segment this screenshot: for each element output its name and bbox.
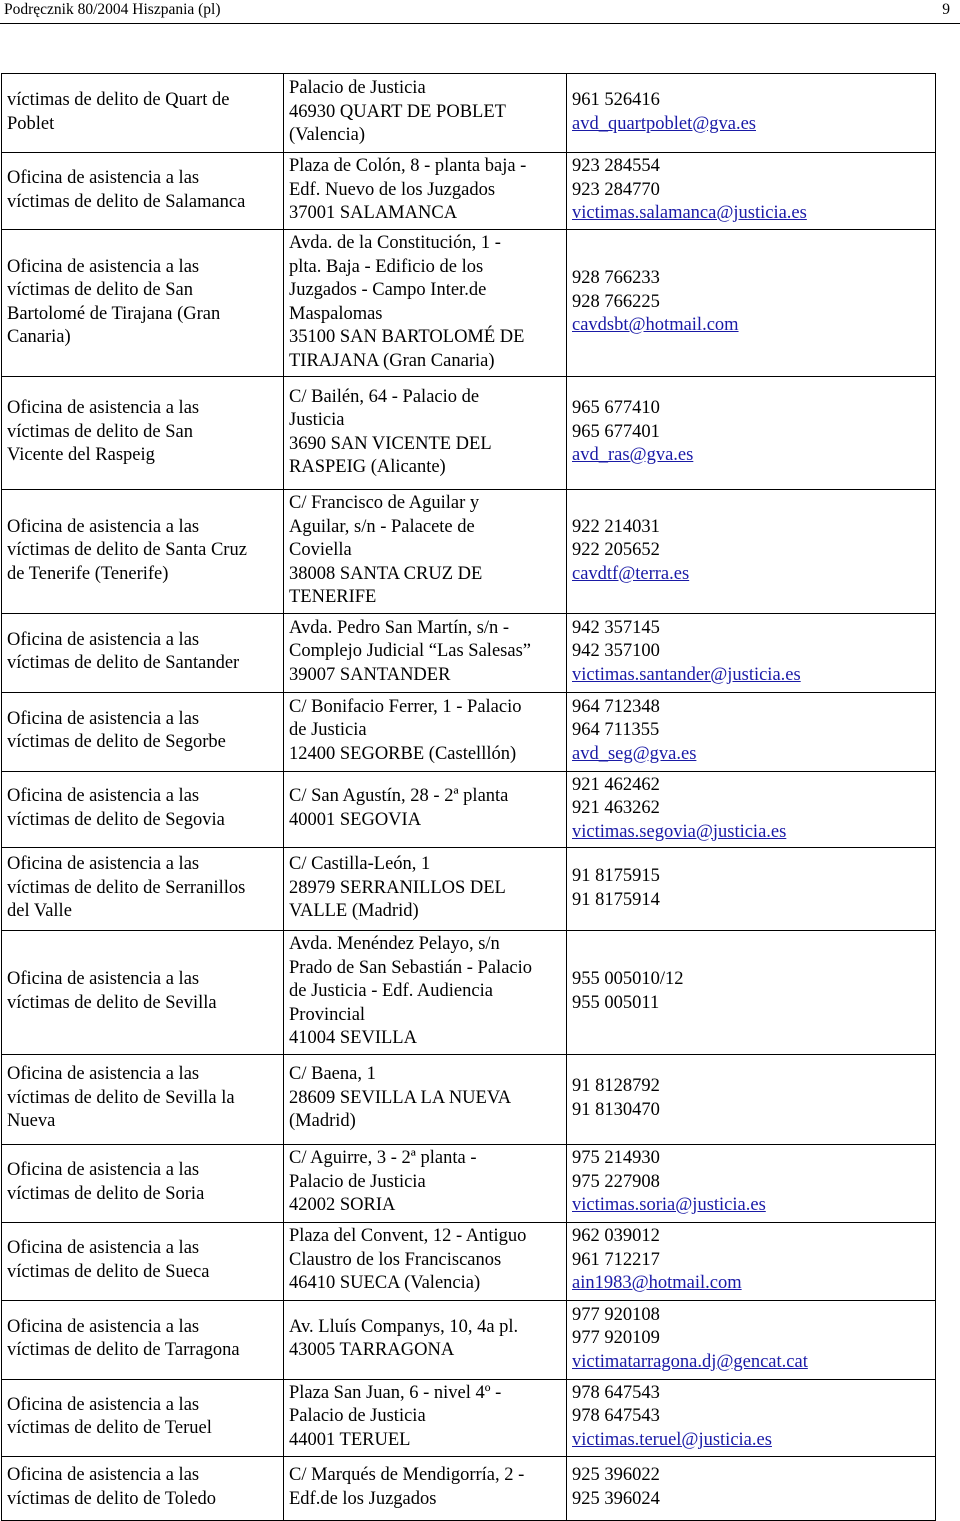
address-line: 38008 SANTA CRUZ DE (289, 563, 483, 584)
table-row (2, 848, 936, 931)
office-name-line: Oficina de asistencia a las (7, 1160, 200, 1180)
office-name-line: Oficina de asistencia a las (7, 629, 200, 650)
address-line: 12400 SEGORBE (Castelllón) (289, 743, 517, 764)
office-name-line: Oficina de asistencia a las (7, 398, 200, 419)
email-link[interactable]: victimas.soria@justicia.es (572, 1195, 766, 1216)
address-line: 43005 TARRAGONA (289, 1340, 455, 1360)
email-link[interactable]: victimatarragona.dj@gencat.cat (572, 1351, 808, 1372)
phone-number: 961 526416 (572, 90, 660, 110)
address-line: Aguilar, s/n - Palacete de (289, 516, 475, 537)
address-line: Avda. Pedro San Martín, s/n - (289, 617, 510, 638)
contact-cell (567, 153, 936, 230)
office-name-line: Oficina de asistencia a las (7, 708, 200, 729)
address-cell (284, 1054, 567, 1144)
phone-number: 91 8128792 (572, 1076, 660, 1096)
office-name-line: víctimas de delito de Teruel (7, 1418, 212, 1438)
office-name-line: Oficina de asistencia a las (7, 854, 200, 875)
office-name-line: Vicente del Raspeig (7, 445, 155, 466)
contact-cell (567, 490, 936, 614)
table-row (2, 1222, 936, 1300)
phone-number: 91 8175915 (572, 866, 660, 886)
address-line: Juzgados - Campo Inter.de (289, 280, 487, 300)
office-name-cell (2, 490, 284, 614)
phone-number: 978 647543 (572, 1406, 660, 1427)
table-row (2, 74, 936, 153)
office-name-line: víctimas de delito de Sevilla la (7, 1087, 235, 1108)
address-line: 3690 SAN VICENTE DEL (289, 433, 492, 454)
address-cell (284, 771, 567, 848)
address-cell (284, 74, 567, 153)
address-line: 28609 SEVILLA LA NUEVA (289, 1087, 512, 1108)
contact-cell (567, 74, 936, 153)
office-name-cell (2, 74, 284, 153)
office-name-line: víctimas de delito de Segovia (7, 809, 225, 830)
address-line: C/ Bonifacio Ferrer, 1 - Palacio (289, 696, 522, 717)
office-name-cell (2, 931, 284, 1055)
office-name-line: Oficina de asistencia a las (7, 516, 200, 537)
table-row (2, 1144, 936, 1222)
office-name-cell (2, 377, 284, 490)
address-line: C/ Baena, 1 (289, 1064, 376, 1085)
office-name-line: Oficina de asistencia a las (7, 1394, 200, 1415)
address-line: de Justicia (289, 720, 367, 741)
address-line: 40001 SEGOVIA (289, 809, 422, 830)
page-number: 9 (942, 1, 950, 18)
office-name-cell (2, 1300, 284, 1379)
office-name-line: Oficina de asistencia a las (7, 1238, 200, 1258)
phone-number: 91 8175914 (572, 889, 660, 910)
email-link[interactable]: victimas.segovia@justicia.es (572, 821, 787, 842)
table-row (2, 1054, 936, 1144)
address-cell (284, 1222, 567, 1300)
address-line: plta. Baja - Edificio de los (289, 256, 484, 277)
office-name-line: víctimas de delito de Toledo (7, 1488, 217, 1509)
table-row (2, 230, 936, 377)
office-name-line: Nueva (7, 1111, 56, 1132)
office-name-line: Oficina de asistencia a las (7, 256, 200, 277)
address-line: (Valencia) (289, 125, 366, 146)
office-name-line: víctimas de delito de Sueca (7, 1261, 210, 1282)
phone-number: 965 677401 (572, 421, 660, 442)
office-name-line: víctimas de delito de Soria (7, 1183, 205, 1204)
office-name-line: víctimas de delito de Tarragona (7, 1340, 240, 1360)
phone-number: 928 766233 (572, 268, 660, 289)
contact-cell (567, 931, 936, 1055)
email-link[interactable]: victimas.teruel@justicia.es (572, 1429, 772, 1450)
phone-number: 922 205652 (572, 540, 660, 560)
address-line: C/ Aguirre, 3 - 2ª planta - (289, 1148, 477, 1169)
phone-number: 975 214930 (572, 1148, 660, 1169)
phone-number: 977 920109 (572, 1328, 660, 1349)
phone-number: 925 396024 (572, 1488, 660, 1509)
office-name-line: Bartolomé de Tirajana (Gran (7, 303, 221, 324)
phone-number: 965 677410 (572, 398, 660, 419)
office-name-cell (2, 1054, 284, 1144)
phone-number: 925 396022 (572, 1465, 660, 1485)
contact-cell (567, 613, 936, 692)
email-link[interactable]: cavdsbt@hotmail.com (572, 315, 739, 336)
email-link[interactable]: cavdtf@terra.es (572, 563, 690, 584)
address-line: Plaza San Juan, 6 - nivel 4º - (289, 1382, 502, 1403)
address-cell (284, 230, 567, 377)
address-line: VALLE (Madrid) (289, 901, 419, 922)
contact-cell (567, 1456, 936, 1520)
contact-cell (567, 1300, 936, 1379)
address-line: Prado de San Sebastián - Palacio (289, 957, 533, 978)
victim-offices-table (1, 73, 936, 1521)
contact-cell (567, 1379, 936, 1456)
address-cell (284, 1300, 567, 1379)
office-name-line: víctimas de delito de Sevilla (7, 992, 217, 1013)
phone-number: 922 214031 (572, 516, 660, 537)
address-cell (284, 848, 567, 931)
office-name-cell (2, 1379, 284, 1456)
phone-number: 921 462462 (572, 774, 660, 795)
address-line: Palacio de Justicia (289, 78, 426, 99)
phone-number: 964 712348 (572, 696, 660, 717)
office-name-line: Canaria) (7, 327, 71, 347)
contact-cell (567, 377, 936, 490)
table-row (2, 771, 936, 848)
phone-number: 955 005010/12 (572, 969, 684, 990)
address-line: Coviella (289, 540, 352, 560)
office-name-cell (2, 771, 284, 848)
office-name-line: Oficina de asistencia a las (7, 786, 200, 807)
office-name-line: Oficina de asistencia a las (7, 1316, 200, 1337)
office-name-line: del Valle (7, 901, 72, 922)
office-name-cell (2, 1222, 284, 1300)
table-row (2, 931, 936, 1055)
office-name-cell (2, 613, 284, 692)
office-name-line: de Tenerife (Tenerife) (7, 563, 169, 584)
office-name-line: víctimas de delito de Santander (7, 653, 240, 673)
address-line: Provincial (289, 1004, 366, 1025)
contact-cell (567, 1222, 936, 1300)
address-line: 37001 SALAMANCA (289, 203, 458, 224)
address-line: Palacio de Justicia (289, 1171, 426, 1192)
office-name-line: víctimas de delito de Quart de (7, 90, 230, 110)
office-name-line: Oficina de asistencia a las (7, 1465, 200, 1485)
address-cell (284, 1144, 567, 1222)
email-link[interactable]: ain1983@hotmail.com (572, 1273, 742, 1294)
address-cell (284, 931, 567, 1055)
phone-number: 923 284554 (572, 156, 660, 177)
address-line: C/ San Agustín, 28 - 2ª planta (289, 786, 509, 807)
page-header (0, 0, 960, 24)
table-row (2, 613, 936, 692)
address-line: 46930 QUART DE POBLET (289, 101, 506, 122)
office-name-cell (2, 230, 284, 377)
office-name-line: víctimas de delito de Santa Cruz (7, 540, 247, 560)
office-name-line: Poblet (7, 113, 55, 134)
phone-number: 928 766225 (572, 291, 660, 312)
email-link[interactable]: avd_ras@gva.es (572, 445, 694, 466)
address-cell (284, 692, 567, 771)
table-row (2, 692, 936, 771)
address-line: TENERIFE (289, 587, 377, 607)
phone-number: 962 039012 (572, 1226, 660, 1247)
address-line: 41004 SEVILLA (289, 1028, 417, 1048)
office-name-cell (2, 153, 284, 230)
email-link[interactable]: avd_seg@gva.es (572, 743, 697, 764)
office-name-line: Oficina de asistencia a las (7, 168, 200, 188)
contact-cell (567, 1144, 936, 1222)
office-name-cell (2, 1144, 284, 1222)
email-link[interactable]: victimas.salamanca@justicia.es (572, 203, 807, 224)
address-line: 35100 SAN BARTOLOMÉ DE (289, 327, 525, 347)
address-line: 28979 SERRANILLOS DEL (289, 877, 506, 898)
address-line: 44001 TERUEL (289, 1429, 411, 1450)
office-name-cell (2, 848, 284, 931)
phone-number: 942 357100 (572, 641, 660, 662)
table-row (2, 377, 936, 490)
contact-cell (567, 848, 936, 931)
table-row (2, 1456, 936, 1520)
contact-cell (567, 1054, 936, 1144)
office-name-cell (2, 692, 284, 771)
address-cell (284, 377, 567, 490)
address-line: Edf.de los Juzgados (289, 1488, 437, 1509)
contact-cell (567, 771, 936, 848)
office-name-line: Oficina de asistencia a las (7, 1064, 200, 1085)
phone-number: 955 005011 (572, 992, 660, 1013)
address-cell (284, 613, 567, 692)
address-line: Maspalomas (289, 303, 383, 324)
address-cell (284, 153, 567, 230)
address-line: Plaza del Convent, 12 - Antiguo (289, 1226, 527, 1247)
document-title: Podręcznik 80/2004 Hiszpania (pl) (4, 1, 221, 18)
office-name-line: víctimas de delito de Serranillos (7, 877, 246, 898)
table-row (2, 153, 936, 230)
office-name-cell (2, 1456, 284, 1520)
office-name-line: víctimas de delito de Salamanca (7, 191, 246, 212)
address-line: 42002 SORIA (289, 1195, 396, 1216)
address-line: Palacio de Justicia (289, 1406, 426, 1427)
phone-number: 921 463262 (572, 798, 660, 818)
address-line: de Justicia - Edf. Audiencia (289, 981, 493, 1001)
phone-number: 91 8130470 (572, 1099, 660, 1120)
address-line: C/ Bailén, 64 - Palacio de (289, 386, 480, 407)
email-link[interactable]: avd_quartpoblet@gva.es (572, 113, 756, 134)
phone-number: 977 920108 (572, 1304, 660, 1325)
office-name-line: víctimas de delito de Segorbe (7, 732, 226, 752)
address-line: C/ Francisco de Aguilar y (289, 493, 480, 513)
phone-number: 978 647543 (572, 1382, 660, 1403)
address-line: TIRAJANA (Gran Canaria) (289, 350, 495, 371)
address-line: (Madrid) (289, 1111, 356, 1132)
address-cell (284, 1379, 567, 1456)
table-row (2, 1300, 936, 1379)
phone-number: 942 357145 (572, 617, 660, 638)
phone-number: 923 284770 (572, 179, 660, 200)
address-line: Av. Lluís Companys, 10, 4a pl. (289, 1316, 519, 1337)
address-line: 46410 SUECA (Valencia) (289, 1273, 481, 1294)
address-line: RASPEIG (Alicante) (289, 457, 446, 477)
address-cell (284, 1456, 567, 1520)
address-line: Claustro de los Franciscanos (289, 1249, 502, 1270)
address-line: Edf. Nuevo de los Juzgados (289, 179, 496, 200)
table-row (2, 1379, 936, 1456)
address-line: C/ Marqués de Mendigorría, 2 - (289, 1465, 525, 1485)
table-row (2, 490, 936, 614)
address-line: Justicia (289, 410, 345, 430)
phone-number: 964 711355 (572, 720, 660, 741)
address-line: Avda. de la Constitución, 1 - (289, 233, 501, 253)
office-name-line: Oficina de asistencia a las (7, 969, 200, 990)
contact-cell (567, 692, 936, 771)
email-link[interactable]: victimas.santander@justicia.es (572, 664, 801, 685)
address-cell (284, 490, 567, 614)
phone-number: 975 227908 (572, 1171, 660, 1192)
address-line: Complejo Judicial “Las Salesas” (289, 641, 531, 662)
table-body (2, 74, 936, 1521)
address-line: C/ Castilla-León, 1 (289, 854, 431, 875)
contact-cell (567, 230, 936, 377)
office-name-line: víctimas de delito de San (7, 421, 193, 442)
address-line: Plaza de Colón, 8 - planta baja - (289, 156, 527, 177)
office-name-line: víctimas de delito de San (7, 280, 193, 300)
address-line: 39007 SANTANDER (289, 664, 451, 685)
address-line: Avda. Menéndez Pelayo, s/n (289, 934, 500, 954)
phone-number: 961 712217 (572, 1249, 660, 1270)
